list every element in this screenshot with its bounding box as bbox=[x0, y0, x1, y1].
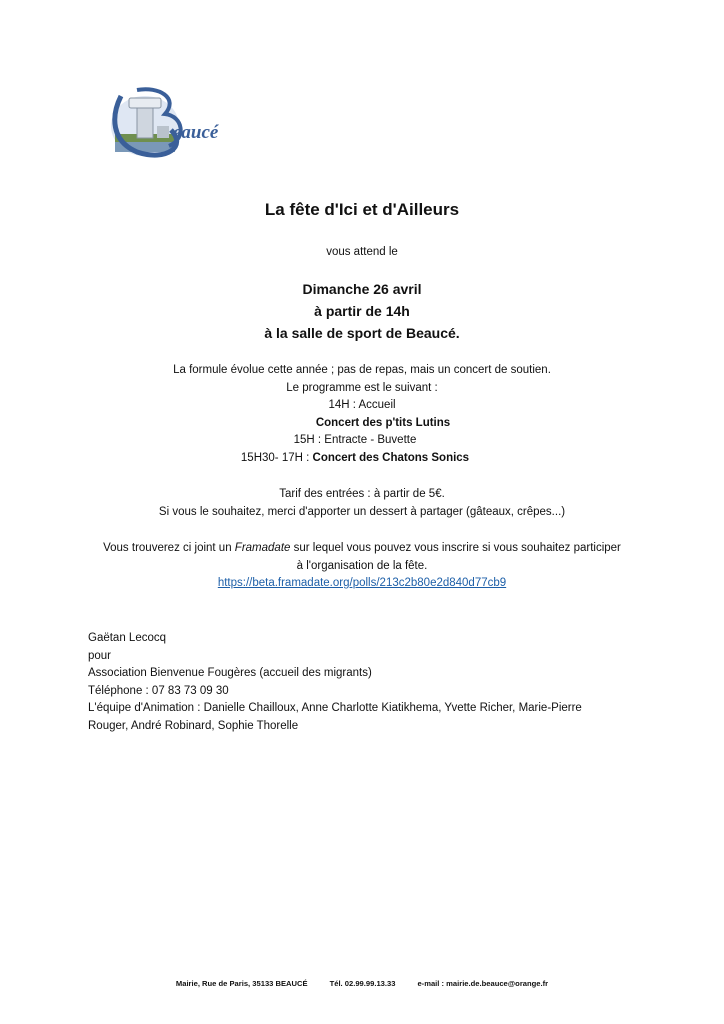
programme-accueil: 14H : Accueil bbox=[328, 399, 396, 411]
event-time: à partir de 14h bbox=[314, 303, 410, 319]
programme-concert-time: 15H30- 17H : bbox=[240, 451, 313, 464]
footer-address: Mairie, Rue de Paris, 35133 BEAUCÉ bbox=[175, 979, 308, 988]
tarif-section bbox=[0, 486, 724, 521]
framadate-line bbox=[0, 540, 724, 558]
signature-for: pour bbox=[88, 649, 112, 662]
signature-association: Association Bienvenue Fougères (accueil des migrants) bbox=[88, 667, 372, 679]
event-date: Dimanche 26 avril bbox=[302, 281, 422, 297]
page-title: La fête d'Ici et d'Ailleurs bbox=[264, 200, 460, 219]
framadate-line-2: à l'organisation de la fête. bbox=[296, 559, 428, 572]
signature-team-2: Rouger, André Robinard, Sophie Thorelle bbox=[88, 719, 299, 732]
event-details bbox=[0, 278, 724, 344]
page-footer bbox=[0, 979, 724, 988]
programme-intro: Le programme est le suivant : bbox=[286, 381, 438, 394]
dessert-line: Si vous le souhaitez, merci d'apporter un dessert à partager (gâteaux, crêpes...) bbox=[158, 505, 566, 518]
svg-text:eaucé: eaucé bbox=[173, 122, 219, 143]
programme-section bbox=[0, 362, 724, 467]
programme-concert-chatons bbox=[0, 450, 724, 468]
framadate-post: sur lequel vous pouvez vous inscrire si vous souhaitez participer bbox=[290, 542, 621, 554]
footer-tel: Tél. 02.99.99.13.33 bbox=[329, 979, 396, 988]
programme-concert-name: Concert des Chatons Sonics bbox=[312, 451, 470, 464]
signature-phone: Téléphone : 07 83 73 09 30 bbox=[88, 684, 229, 697]
intro-line: La formule évolue cette année ; pas de repas, mais un concert de soutien. bbox=[173, 364, 551, 376]
framadate-word: Framadate bbox=[234, 542, 291, 554]
event-place: à la salle de sport de Beaucé. bbox=[264, 325, 460, 341]
programme-entracte: 15H : Entracte - Buvette bbox=[293, 434, 417, 446]
framadate-section bbox=[0, 540, 724, 593]
signature-block bbox=[88, 630, 648, 735]
framadate-link[interactable]: https://beta.framadate.org/polls/213c2b80e2d840d77cb9 bbox=[217, 577, 507, 589]
signature-team: L'équipe d'Animation : Danielle Chailloux, Anne Charlotte Kiatikhema, Yvette Richer, Marie-Pierre bbox=[88, 702, 582, 714]
water-tower-logo-icon bbox=[107, 86, 231, 158]
framadate-pre: Vous trouverez ci joint un bbox=[103, 542, 235, 554]
signature-name: Gaëtan Lecocq bbox=[88, 632, 167, 644]
subtitle: vous attend le bbox=[326, 246, 398, 258]
footer-email: e-mail : mairie.de.beauce@orange.fr bbox=[417, 979, 549, 988]
beauce-logo bbox=[107, 86, 231, 158]
tarif-line: Tarif des entrées : à partir de 5€. bbox=[279, 488, 445, 500]
programme-concert-lutins: Concert des p'tits Lutins bbox=[315, 416, 451, 429]
